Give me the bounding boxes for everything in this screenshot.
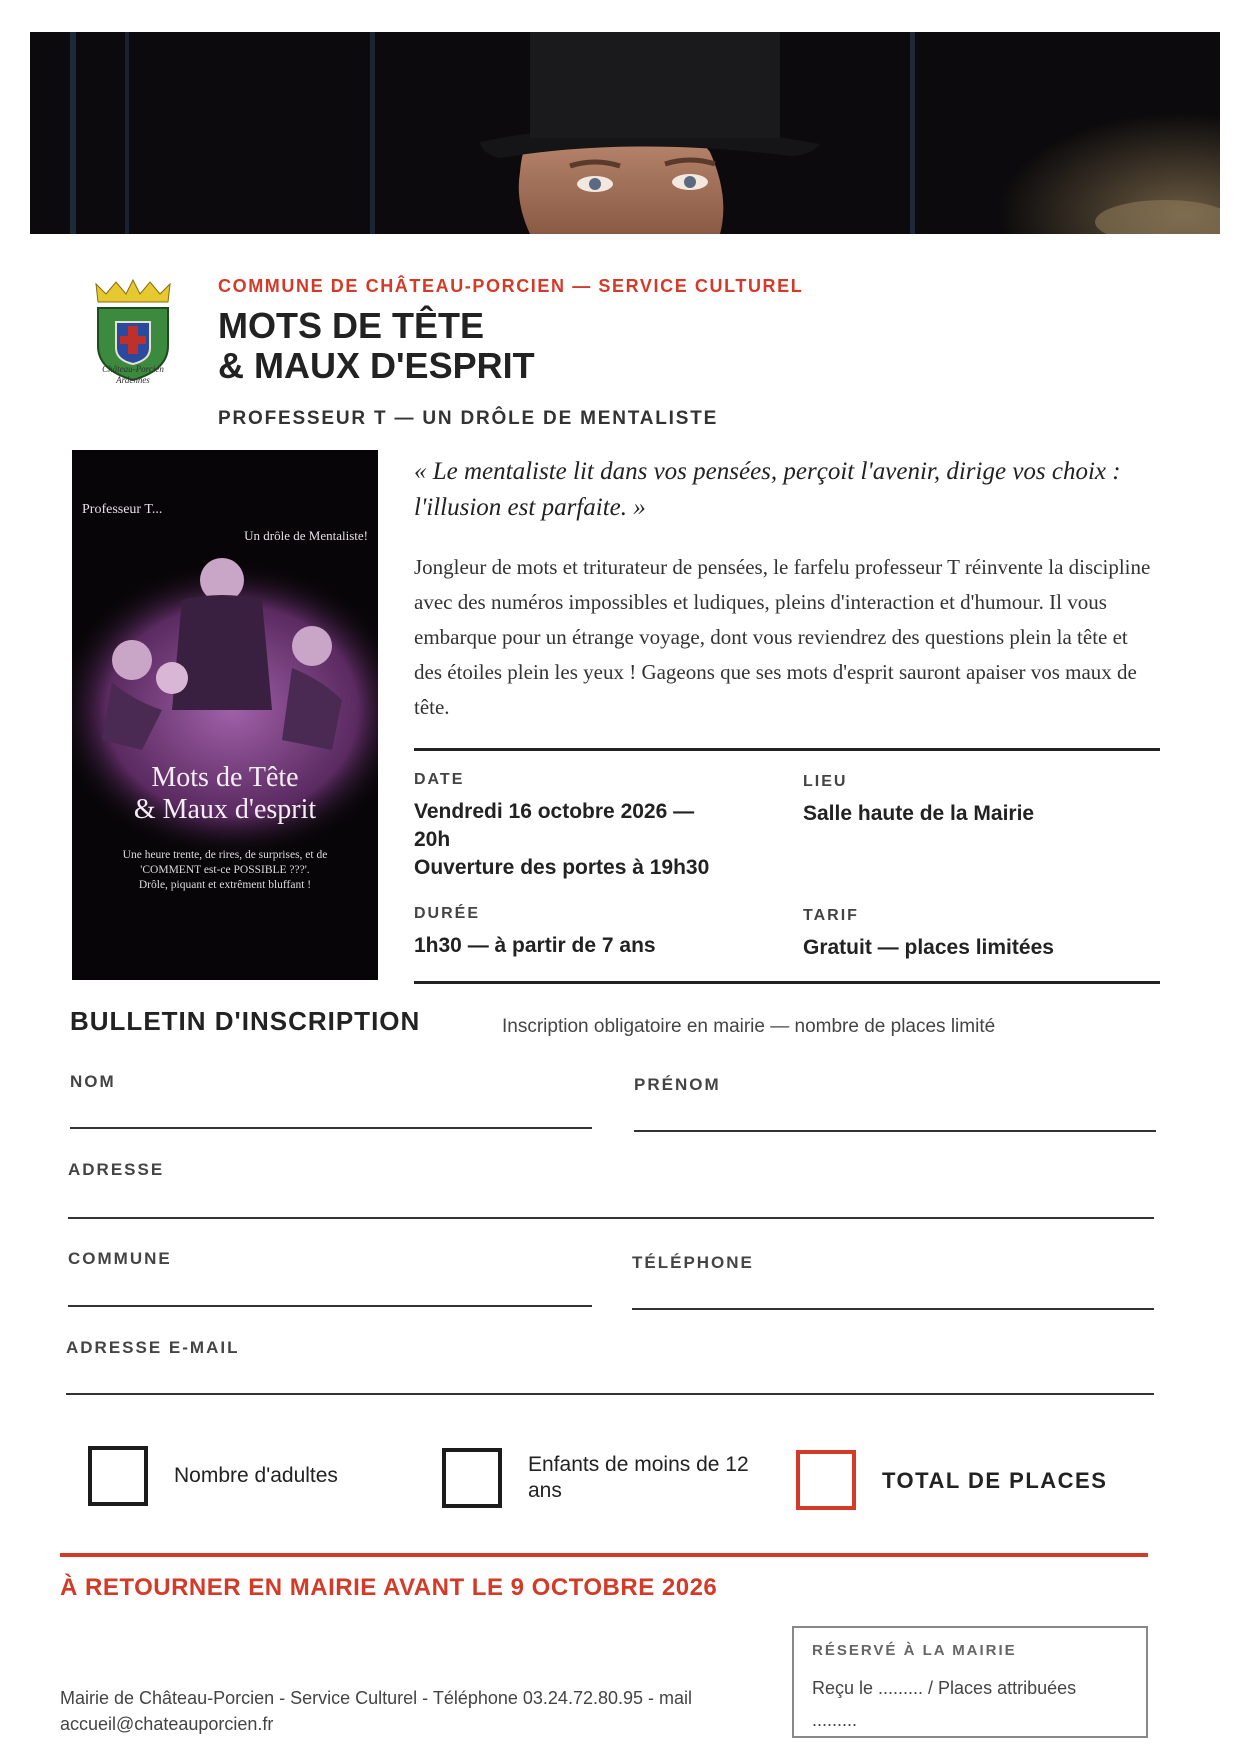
adresse-field[interactable] <box>68 1217 1154 1219</box>
telephone-label: TÉLÉPHONE <box>632 1253 754 1272</box>
total-places-label: TOTAL DE PLACES <box>882 1468 1108 1493</box>
email-field[interactable] <box>66 1393 1154 1395</box>
reserved-line1: Reçu le ......... / Places attribuées <box>812 1678 1077 1698</box>
nom-label: NOM <box>70 1072 116 1091</box>
email-label: ADRESSE E-MAIL <box>66 1338 240 1357</box>
poster-bottom-line3: Drôle, piquant et extrêment bluffant ! <box>138 879 312 891</box>
footer-contact <box>60 1685 760 1737</box>
poster-bottom-text <box>80 848 370 893</box>
organizer-kicker: COMMUNE DE CHÂTEAU-PORCIEN — SERVICE CULTUREL <box>218 276 804 296</box>
adultes-label: Nombre d'adultes <box>174 1464 338 1487</box>
date-value-line2: 20h <box>414 828 451 851</box>
date-value-line1: Vendredi 16 octobre 2026 — <box>414 800 695 823</box>
reserved-text <box>812 1672 1134 1736</box>
return-deadline-notice: À RETOURNER EN MAIRIE AVANT LE 9 OCTOBRE 2026 <box>60 1574 718 1601</box>
date-label: DATE <box>414 771 465 788</box>
mentalist-portrait-image <box>30 32 1220 234</box>
crest-caption: Château-Porcien Ardennes <box>102 364 164 385</box>
bulletin-note: Inscription obligatoire en mairie — nombre de places limité <box>502 1016 996 1037</box>
adresse-label: ADRESSE <box>68 1160 165 1179</box>
total-places-box[interactable] <box>796 1450 856 1510</box>
commune-label: COMMUNE <box>68 1249 172 1268</box>
bulletin-title: BULLETIN D'INSCRIPTION <box>70 1006 421 1036</box>
show-poster-image <box>72 450 378 980</box>
date-value <box>414 798 754 882</box>
enfants-label-line1: Enfants de moins de 12 <box>528 1453 749 1476</box>
adultes-count-box[interactable] <box>88 1446 148 1506</box>
footer-contact-email[interactable]: accueil@chateauporcien.fr <box>60 1714 274 1734</box>
nom-field[interactable] <box>70 1127 592 1129</box>
event-subtitle: PROFESSEUR T — UN DRÔLE DE MENTALISTE <box>218 408 719 429</box>
prenom-label: PRÉNOM <box>634 1075 721 1094</box>
event-title-line2: & MAUX D'ESPRIT <box>218 345 535 386</box>
poster-bottom-line2: 'COMMENT est-ce POSSIBLE ???'. <box>140 864 310 876</box>
event-description: Jongleur de mots et triturateur de pensées, le farfelu professeur T réinvente la discipline avec des numéros impossibles et ludiques, pleins d'interaction et d'humour. Il vous embarque pour un étrange voyage, dont vous reviendrez des questions plein la tête et des étoiles plein les yeux ! Gageons que ses mots d'esprit sauront apaiser vos maux de tête. <box>414 555 1151 719</box>
event-title-line1: MOTS DE TÊTE <box>218 305 485 346</box>
poster-title-line1: Mots de Tête <box>151 762 299 793</box>
tarif-value: Gratuit — places limitées <box>803 936 1054 959</box>
commune-field[interactable] <box>68 1305 592 1307</box>
event-quote: « Le mentaliste lit dans vos pensées, perçoit l'avenir, dirige vos choix : l'illusion est parfaite. » <box>414 458 1121 521</box>
duree-value: 1h30 — à partir de 7 ans <box>414 934 656 957</box>
date-value-line3: Ouverture des portes à 19h30 <box>414 856 710 879</box>
tarif-label: TARIF <box>803 907 859 924</box>
poster-title <box>72 762 378 826</box>
enfants-label-line2: ans <box>528 1479 562 1502</box>
poster-top-text: Professeur T... <box>82 502 163 517</box>
prenom-field[interactable] <box>634 1130 1156 1132</box>
info-top-rule <box>414 748 1160 751</box>
event-title <box>218 306 535 386</box>
poster-tagline: Un drôle de Mentaliste! <box>244 528 368 543</box>
header-photo-banner <box>30 32 1220 234</box>
poster-title-line2: & Maux d'esprit <box>133 794 317 825</box>
enfants-count-box[interactable] <box>442 1448 502 1508</box>
lieu-label: LIEU <box>803 773 848 790</box>
reserved-title: RÉSERVÉ À LA MAIRIE <box>812 1642 1017 1659</box>
town-crest-logo <box>88 278 178 402</box>
duree-label: DURÉE <box>414 905 481 922</box>
telephone-field[interactable] <box>632 1308 1154 1310</box>
enfants-label <box>528 1452 749 1504</box>
reserved-line2: ......... <box>812 1710 858 1730</box>
reserved-for-mairie-box <box>792 1626 1148 1738</box>
poster-bottom-line1: Une heure trente, de rires, de surprises, et de <box>122 849 328 861</box>
info-bottom-rule <box>414 981 1160 984</box>
lieu-value: Salle haute de la Mairie <box>803 802 1035 825</box>
return-divider <box>60 1553 1148 1557</box>
footer-contact-line1: Mairie de Château-Porcien - Service Culturel - Téléphone 03.24.72.80.95 - mail <box>60 1688 693 1708</box>
